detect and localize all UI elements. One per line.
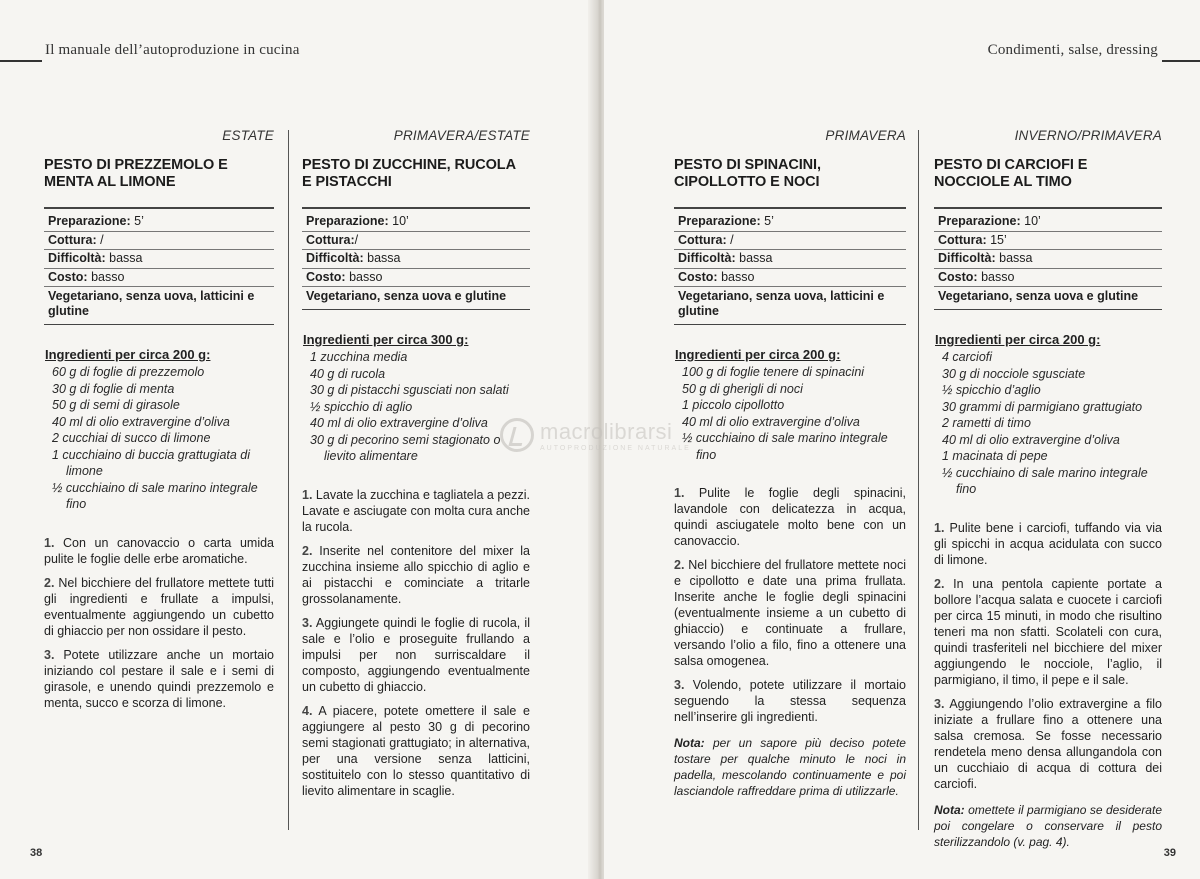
ingredients-list (302, 349, 530, 465)
cost-row: Costo: basso (674, 269, 906, 288)
ingredients-list (934, 349, 1162, 498)
recipe-note: Nota: omettete il parmigiano se desiderate poi congelare o conservare il pesto sterilizzandolo (v. pag. 4). (934, 802, 1162, 849)
recipe-info-box (934, 207, 1162, 310)
ingredients-title: Ingredienti per circa 300 g: (303, 332, 469, 347)
prep-row: Preparazione: 5’ (674, 213, 906, 232)
page-number-left: 38 (30, 847, 43, 859)
ingredient-item: 1 piccolo cipollotto (682, 398, 785, 412)
difficulty-row: Difficoltà: bassa (934, 250, 1162, 269)
ingredient-item: 2 rametti di timo (942, 416, 1031, 430)
diet-row: Vegetariano, senza uova e glutine (306, 289, 507, 303)
ingredient-item: 40 ml di olio extravergine d’oliva (310, 416, 488, 430)
recipe-title: PESTO DI ZUCCHINE, RUCOLA E PISTACCHI (302, 157, 516, 190)
right-page (604, 0, 1200, 879)
steps (934, 520, 1162, 792)
recipe-card (934, 128, 1162, 850)
ingredient-item: 50 g di semi di girasole (52, 398, 180, 412)
recipe-info-box (302, 207, 530, 310)
step: 1. Lavate la zucchina e tagliatela a pezzi. Lavate e asciugate con molta cura anche la rucola. (302, 487, 530, 534)
ingredient-item: 2 cucchiai di succo di limone (52, 431, 211, 445)
ingredient-item: 1 cucchiaino di buccia grattugiata di limone (52, 447, 251, 478)
watermark-tagline: AUTOPRODUZIONE NATURALE (540, 444, 691, 452)
step: 1. Con un canovaccio o carta umida pulite le foglie delle erbe aromatiche. (44, 535, 274, 566)
season-label: ESTATE (222, 128, 274, 143)
ingredient-item: ½ cucchiaino di sale marino integrale fino (52, 480, 258, 511)
ingredient-item: 30 g di foglie di menta (52, 381, 175, 396)
ingredient-item: 30 g di pistacchi sgusciati non salati (310, 383, 509, 397)
step: 2. Nel bicchiere del frullatore mettete noci e cipollotto e date una prima frullata. Inserite anche le foglie degli spinacini (eventualmente insieme a un cubetto di ghiaccio) e continuate a frullare, versando l’olio a filo, fino a ottenere una salsa omogenea. (674, 558, 906, 668)
cook-row: Cottura: / (674, 232, 906, 251)
difficulty-row: Difficoltà: bassa (44, 250, 274, 269)
season-label: INVERNO/PRIMAVERA (1014, 128, 1162, 143)
cost-row: Costo: basso (934, 269, 1162, 288)
steps (44, 535, 274, 711)
ingredient-item: 40 g di rucola (310, 366, 386, 381)
recipe-card (302, 128, 530, 807)
recipe-card (674, 128, 906, 799)
watermark (500, 418, 691, 452)
watermark-brand: macrolibrarsi (540, 418, 673, 444)
step: 1. Pulite le foglie degli spinacini, lavandole con delicatezza in acqua, quindi asciugatele molto bene con un canovaccio. (674, 486, 906, 548)
step: 2. Nel bicchiere del frullatore mettete tutti gli ingredienti e frullate a impulsi, eventualmente aggiungendo un cubetto di ghiaccio per non ossidare il pesto. (44, 575, 274, 638)
cost-row: Costo: basso (44, 269, 274, 288)
step: 1. Pulite bene i carciofi, tuffando via via gli spicchi in acqua acidulata con succo di limone. (934, 520, 1162, 567)
step: 3. Aggiungete quindi le foglie di rucola, il sale e l’olio e proseguite frullando a impulsi per non surriscaldare il composto, aggiungendo eventualmente un cubetto di ghiaccio. (302, 615, 530, 694)
ingredient-item: 40 ml di olio extravergine d’oliva (682, 414, 860, 429)
ingredients-title: Ingredienti per circa 200 g: (675, 347, 841, 362)
prep-row: Preparazione: 10’ (302, 213, 530, 232)
recipe-card (44, 128, 274, 719)
running-head-right: Condimenti, salse, dressing (987, 42, 1158, 58)
cook-row: Cottura: / (44, 232, 274, 251)
step: 3. Volendo, potete utilizzare il mortaio seguendo la stessa sequenza nell’inserire gli ingredienti. (674, 678, 906, 724)
diet-row: Vegetariano, senza uova, latticini e glutine (678, 289, 885, 318)
recipe-title: PESTO DI SPINACINI, CIPOLLOTTO E NOCI (674, 157, 821, 190)
column-divider (288, 130, 289, 830)
diet-row: Vegetariano, senza uova, latticini e glutine (48, 289, 255, 318)
ingredients-title: Ingredienti per circa 200 g: (45, 347, 211, 362)
difficulty-row: Difficoltà: bassa (674, 250, 906, 269)
page-number-right: 39 (1163, 847, 1176, 859)
diet-row: Vegetariano, senza uova e glutine (938, 289, 1139, 303)
ingredient-item: 4 carciofi (942, 350, 993, 364)
header-rule-right (1162, 60, 1200, 62)
prep-row: Preparazione: 5’ (44, 213, 274, 232)
recipe-note: Nota: per un sapore più deciso potete tostare per qualche minuto le noci in padella, mescolando continuamente e poi lasciandole raffreddare prima di utilizzarle. (674, 736, 906, 798)
season-label: PRIMAVERA/ESTATE (393, 128, 530, 143)
ingredients-title: Ingredienti per circa 200 g: (935, 332, 1101, 347)
steps (302, 487, 530, 799)
ingredient-item: 40 ml di olio extravergine d’oliva (942, 432, 1120, 447)
ingredient-item: 60 g di foglie di prezzemolo (52, 365, 205, 379)
step: 2. Inserite nel contenitore del mixer la zucchina insieme allo spicchio di aglio e ai pistacchi e cominciate a tritarle grossolanamente. (302, 543, 530, 606)
ingredient-item: 40 ml di olio extravergine d’oliva (52, 414, 230, 429)
step: 3. Aggiungendo l’olio extravergine a filo iniziate a frullare fino a ottenere una salsa cremosa. Se fosse necessario rendetela meno densa allungandola con un cucchiaio di acqua di cottura dei carciofi. (934, 696, 1162, 791)
cost-row: Costo: basso (302, 269, 530, 288)
ingredient-item: 30 grammi di parmigiano grattugiato (942, 399, 1143, 414)
ingredient-item: 30 g di nocciole sgusciate (942, 366, 1086, 381)
ingredients-list (44, 364, 274, 513)
ingredient-item: ½ cucchiaino di sale marino integrale fino (942, 465, 1148, 496)
cook-row: Cottura:/ (302, 232, 530, 251)
step: 2. In una pentola capiente portate a bollore l’acqua salata e cuocete i carciofi per circa 15 minuti, in modo che risultino teneri ma non sfatti. Scolateli con cura, quindi trasferiteli nel bicchiere del mixer aggiungendo le nocciole, l’aglio, il parmigiano, il timo, il pepe e il sale. (934, 576, 1162, 687)
ingredient-item: 1 macinata di pepe (942, 449, 1048, 463)
header-rule-left (0, 60, 42, 62)
ingredient-item: ½ spicchio di aglio (310, 399, 413, 414)
ingredient-item: ½ spicchio d’aglio (942, 383, 1041, 397)
step: 3. Potete utilizzare anche un mortaio iniziando col pestare il sale e i semi di girasole, e unendo quindi prezzemolo e menta, succo e scorza di limone. (44, 647, 274, 710)
difficulty-row: Difficoltà: bassa (302, 250, 530, 269)
running-head-left: Il manuale dell’autoproduzione in cucina (45, 42, 300, 58)
ingredient-item: 50 g di gherigli di noci (682, 381, 803, 396)
ingredient-item: 100 g di foglie tenere di spinacini (682, 365, 865, 379)
recipe-info-box (44, 207, 274, 325)
watermark-logo-icon (500, 418, 534, 452)
steps (674, 485, 906, 725)
recipe-title: PESTO DI CARCIOFI E NOCCIOLE AL TIMO (934, 157, 1088, 190)
ingredient-item: ½ cucchiaino di sale marino integrale fino (682, 431, 888, 462)
cook-row: Cottura: 15’ (934, 232, 1162, 251)
ingredient-item: 30 g di pecorino semi stagionato o lievito alimentare (310, 432, 501, 463)
ingredients-list (674, 364, 906, 463)
recipe-info-box (674, 207, 906, 325)
season-label: PRIMAVERA (825, 128, 906, 143)
ingredient-item: 1 zucchina media (310, 350, 408, 364)
recipe-title: PESTO DI PREZZEMOLO E MENTA AL LIMONE (44, 157, 228, 190)
step: 4. A piacere, potete omettere il sale e aggiungere al pesto 30 g di pecorino semi stagionati grattugiato; in alternativa, per una versione senza latticini, sostituitelo con lo stesso quantitativo di lievito alimentare in scaglie. (302, 703, 530, 798)
column-divider (918, 130, 919, 830)
prep-row: Preparazione: 10’ (934, 213, 1162, 232)
